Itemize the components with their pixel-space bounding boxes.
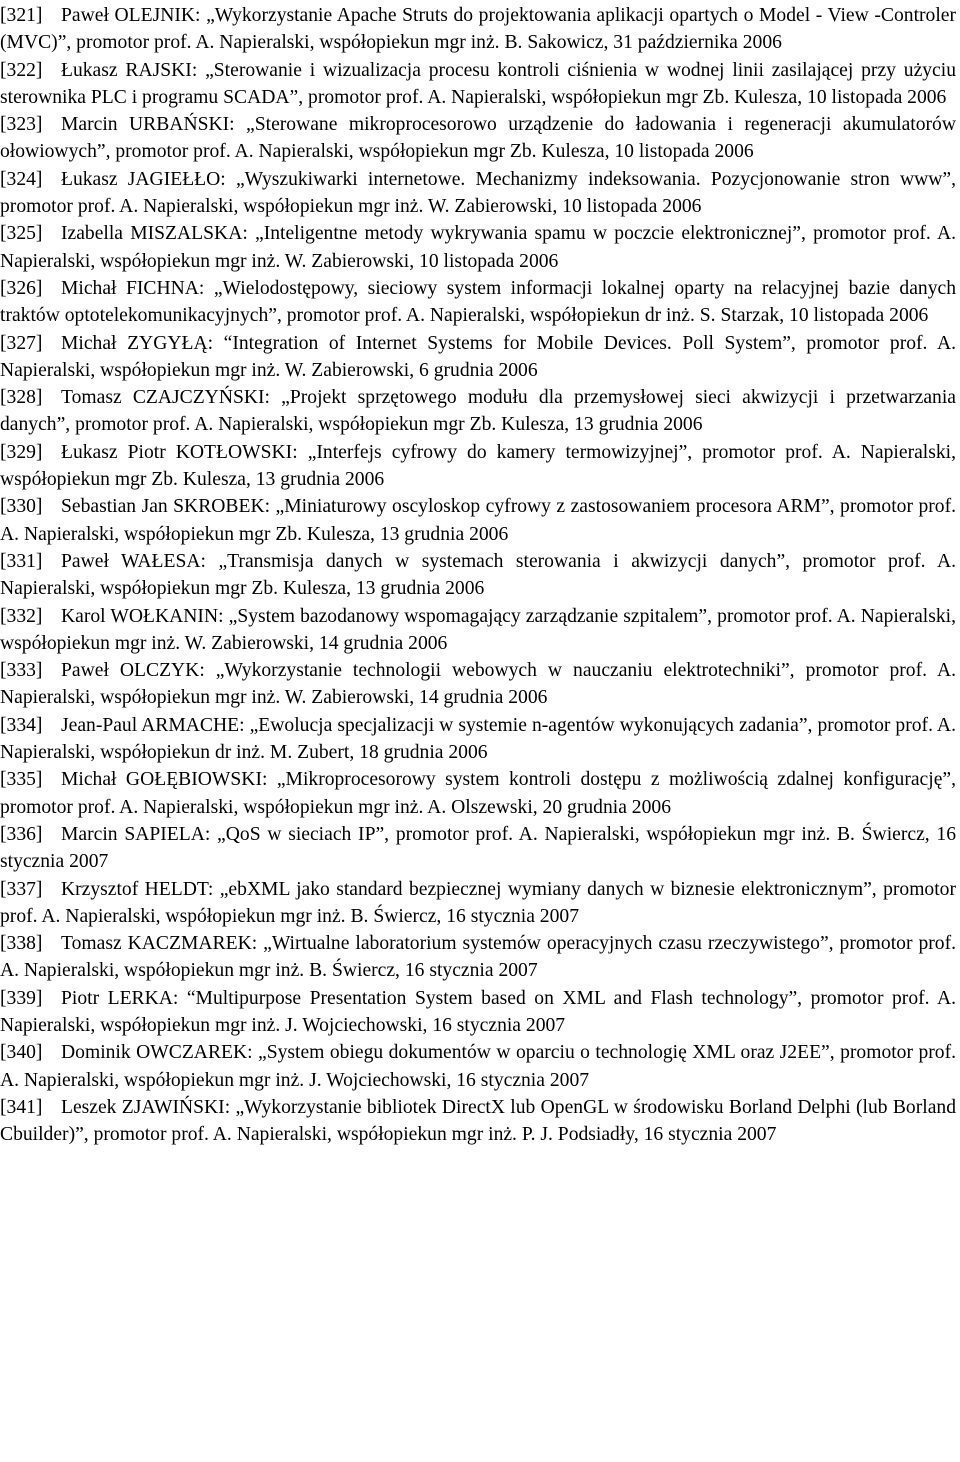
reference-text: Marcin URBAŃSKI: „Sterowane mikroprocesorowo urządzenie do ładowania i regeneracji akumulatorów ołowiowych”, promotor prof. A. Napieralski, współopiekun mgr Zb. Kulesza, 10 listopada 2006 — [0, 114, 956, 163]
reference-number: [327] — [0, 332, 43, 354]
reference-entry — [0, 111, 956, 166]
reference-entry — [0, 766, 956, 821]
reference-number: [322] — [0, 59, 43, 81]
reference-number: [336] — [0, 823, 43, 845]
reference-entry — [0, 330, 956, 385]
reference-number: [335] — [0, 769, 43, 791]
reference-number: [341] — [0, 1096, 43, 1118]
reference-text: Łukasz JAGIEŁŁO: „Wyszukiwarki internetowe. Mechanizmy indeksowania. Pozycjonowanie stron www”, promotor prof. A. Napieralski, współopiekun mgr inż. W. Zabierowski, 10 listopada 2006 — [0, 168, 956, 218]
reference-text: Dominik OWCZAREK: „System obiegu dokumentów w oparciu o technologię XML oraz J2EE”, promotor prof. A. Napieralski, współopiekun mgr inż. J. Wojciechowski, 16 stycznia 2007 — [0, 1042, 956, 1091]
reference-number: [329] — [0, 441, 43, 463]
reference-entry — [0, 439, 956, 494]
reference-entry — [0, 930, 956, 985]
reference-entry — [0, 712, 956, 767]
reference-number: [333] — [0, 660, 43, 682]
reference-number: [323] — [0, 114, 43, 136]
reference-entry — [0, 1039, 956, 1094]
reference-entry — [0, 876, 956, 931]
reference-entry — [0, 985, 956, 1040]
reference-text: Leszek ZJAWIŃSKI: „Wykorzystanie bibliotek DirectX lub OpenGL w środowisku Borland Delphi (lub Borland Cbuilder)”, promotor prof. A. Napieralski, współopiekun mgr inż. P. J. Podsiadły, 16 stycznia 2007 — [0, 1096, 956, 1146]
reference-entry — [0, 57, 956, 112]
reference-entry — [0, 384, 956, 439]
reference-text: Łukasz Piotr KOTŁOWSKI: „Interfejs cyfrowy do kamery termowizyjnej”, promotor prof. A. Napieralski, współopiekun mgr Zb. Kulesza, 13 grudnia 2006 — [0, 441, 956, 491]
reference-text: Jean-Paul ARMACHE: „Ewolucja specjalizacji w systemie n-agentów wykonujących zadania”, promotor prof. A. Napieralski, współopiekun dr inż. M. Zubert, 18 grudnia 2006 — [0, 714, 956, 764]
reference-number: [324] — [0, 168, 43, 190]
reference-entry — [0, 275, 956, 330]
reference-text: Krzysztof HELDT: „ebXML jako standard bezpiecznej wymiany danych w biznesie elektronicznym”, promotor prof. A. Napieralski, współopiekun mgr inż. B. Świercz, 16 stycznia 2007 — [0, 878, 956, 927]
reference-number: [334] — [0, 714, 43, 736]
reference-number: [338] — [0, 933, 43, 955]
reference-number: [328] — [0, 387, 43, 409]
reference-number: [326] — [0, 277, 43, 299]
reference-number: [339] — [0, 987, 43, 1009]
reference-text: Tomasz KACZMAREK: „Wirtualne laboratorium systemów operacyjnych czasu rzeczywistego”, promotor prof. A. Napieralski, współopiekun mgr inż. B. Świercz, 16 stycznia 2007 — [0, 933, 956, 982]
reference-number: [321] — [0, 5, 43, 26]
reference-number: [337] — [0, 878, 43, 900]
reference-number: [331] — [0, 550, 43, 572]
reference-text: Sebastian Jan SKROBEK: „Miniaturowy oscyloskop cyfrowy z zastosowaniem procesora ARM”, promotor prof. A. Napieralski, współopiekun mgr Zb. Kulesza, 13 grudnia 2006 — [0, 496, 956, 545]
reference-text: Izabella MISZALSKA: „Inteligentne metody wykrywania spamu w poczcie elektronicznej”, promotor prof. A. Napieralski, współopiekun mgr inż. W. Zabierowski, 10 listopada 2006 — [0, 223, 956, 272]
reference-text: Michał FICHNA: „Wielodostępowy, sieciowy system informacji lokalnej oparty na relacyjnej bazie danych traktów optotelekomunikacyjnych”, promotor prof. A. Napieralski, współopiekun dr inż. S. Starzak, 10 listopada 2006 — [0, 277, 956, 327]
reference-text: Karol WOŁKANIN: „System bazodanowy wspomagający zarządzanie szpitalem”, promotor prof. A. Napieralski, współopiekun mgr inż. W. Zabierowski, 14 grudnia 2006 — [0, 605, 956, 654]
reference-number: [340] — [0, 1042, 43, 1064]
reference-entry — [0, 603, 956, 658]
reference-text: Michał ZYGYŁĄ: “Integration of Internet Systems for Mobile Devices. Poll System”, promotor prof. A. Napieralski, współopiekun mgr inż. W. Zabierowski, 6 grudnia 2006 — [0, 332, 956, 381]
reference-entry — [0, 548, 956, 603]
reference-entry — [0, 166, 956, 221]
reference-text: Michał GOŁĘBIOWSKI: „Mikroprocesorowy system kontroli dostępu z możliwością zdalnej konfigurację”, promotor prof. A. Napieralski, współopiekun mgr inż. A. Olszewski, 20 grudnia 2006 — [0, 769, 956, 818]
reference-text: Paweł OLEJNIK: „Wykorzystanie Apache Struts do projektowania aplikacji opartych o Model - View -Controler (MVC)”, promotor prof. A. Napieralski, współopiekun mgr inż. B. Sakowicz, 31 października 2006 — [0, 5, 956, 54]
reference-text: Piotr LERKA: “Multipurpose Presentation System based on XML and Flash technology”, promotor prof. A. Napieralski, współopiekun mgr inż. J. Wojciechowski, 16 stycznia 2007 — [0, 987, 956, 1036]
reference-text: Łukasz RAJSKI: „Sterowanie i wizualizacja procesu kontroli ciśnienia w wodnej linii zasilającej przy użyciu sterownika PLC i programu SCADA”, promotor prof. A. Napieralski, współopiekun mgr Zb. Kulesza, 10 listopada 2006 — [0, 59, 956, 108]
reference-text: Marcin SAPIELA: „QoS w sieciach IP”, promotor prof. A. Napieralski, współopiekun mgr inż. B. Świercz, 16 stycznia 2007 — [0, 823, 956, 873]
reference-entry — [0, 493, 956, 548]
reference-list — [0, 2, 956, 1148]
reference-number: [325] — [0, 223, 43, 245]
reference-text: Paweł OLCZYK: „Wykorzystanie technologii webowych w nauczaniu elektrotechniki”, promotor prof. A. Napieralski, współopiekun mgr inż. W. Zabierowski, 14 grudnia 2006 — [0, 660, 956, 709]
reference-number: [330] — [0, 496, 43, 518]
reference-entry — [0, 657, 956, 712]
reference-text: Tomasz CZAJCZYŃSKI: „Projekt sprzętowego modułu dla przemysłowej sieci akwizycji i przetwarzania danych”, promotor prof. A. Napieralski, współopiekun mgr Zb. Kulesza, 13 grudnia 2006 — [0, 387, 956, 436]
reference-entry — [0, 1094, 956, 1149]
reference-entry — [0, 2, 956, 57]
reference-number: [332] — [0, 605, 43, 627]
reference-text: Paweł WAŁESA: „Transmisja danych w systemach sterowania i akwizycji danych”, promotor prof. A. Napieralski, współopiekun mgr Zb. Kulesza, 13 grudnia 2006 — [0, 550, 956, 600]
reference-entry — [0, 821, 956, 876]
reference-entry — [0, 220, 956, 275]
